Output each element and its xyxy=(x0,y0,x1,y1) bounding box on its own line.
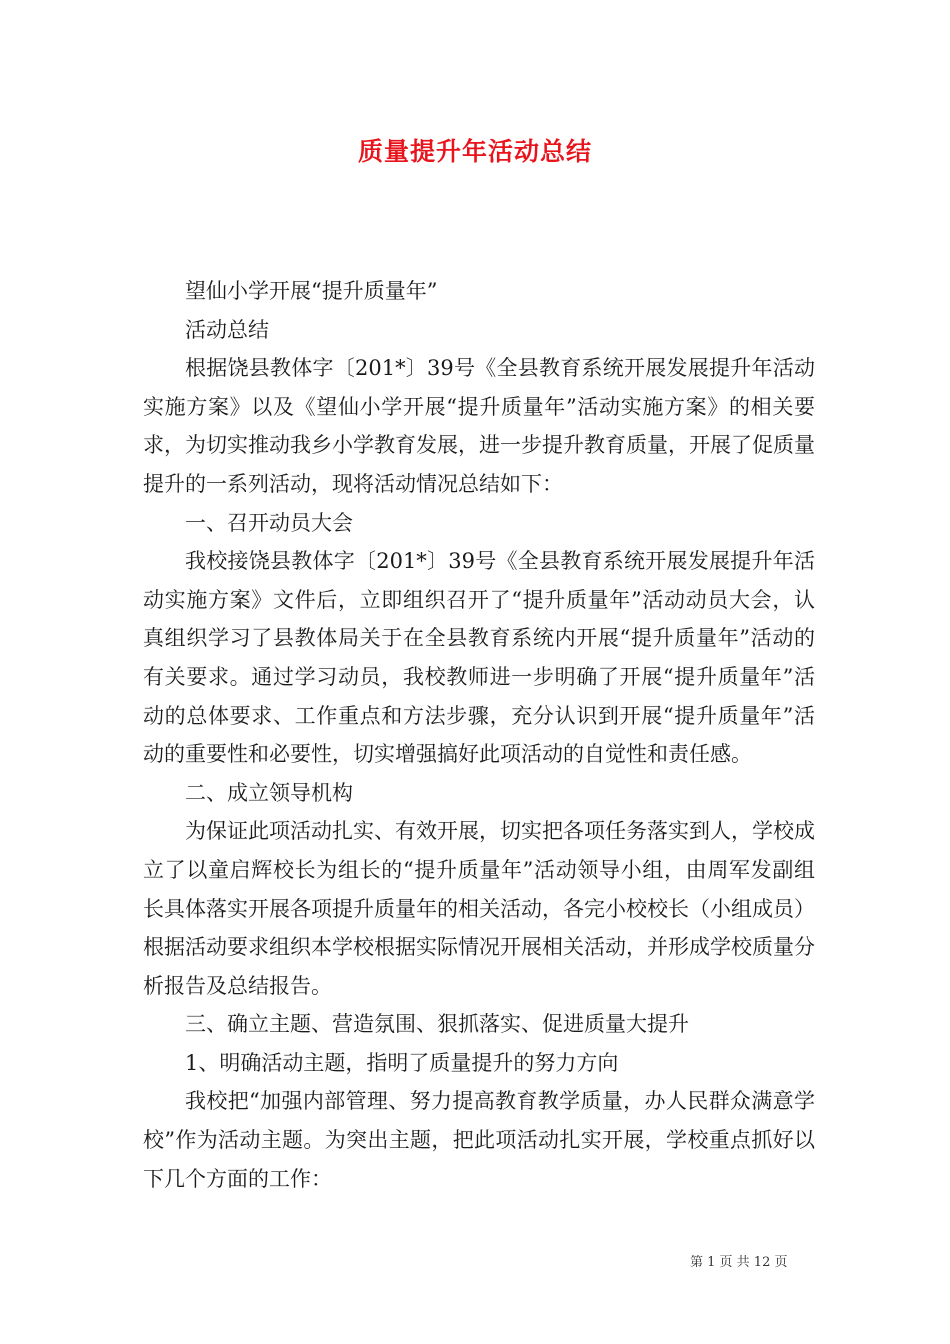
section-heading-3: 三、确立主题、营造氛围、狠抓落实、促进质量大提升 xyxy=(185,1012,689,1037)
page-number: 第 1 页 共 12 页 xyxy=(690,1255,788,1270)
paragraph-intro: 根据饶县教体字〔201*〕39号《全县教育系统开展发展提升年活动实施方案》以及《望仙小学开展“提升质量年”活动实施方案》的相关要求，为切实推动我乡小学教育发展，进一步提升教育质量，开展了促质量提升的一系列活动，现将活动情况总结如下： xyxy=(143,356,815,496)
document-body xyxy=(143,272,815,1198)
paragraph-section-1: 我校接饶县教体字〔201*〕39号《全县教育系统开展发展提升年活动实施方案》文件后，立即组织召开了“提升质量年”活动动员大会，认真组织学习了县教体局关于在全县教育系统内开展“提升质量年”活动的有关要求。通过学习动员，我校教师进一步明确了开展“提升质量年”活动的总体要求、工作重点和方法步骤，充分认识到开展“提升质量年”活动的重要性和必要性，切实增强搞好此项活动的自觉性和责任感。 xyxy=(143,549,815,767)
paragraph-subtitle: 活动总结 xyxy=(185,317,269,342)
section-heading-2: 二、成立领导机构 xyxy=(185,780,353,805)
page-title: 质量提升年活动总结 xyxy=(357,137,592,166)
paragraph-school-title: 望仙小学开展“提升质量年” xyxy=(185,279,438,303)
paragraph-section-3-1: 我校把“加强内部管理、努力提高教育教学质量，办人民群众满意学校”作为活动主题。为突出主题，把此项活动扎实开展，学校重点抓好以下几个方面的工作： xyxy=(143,1089,815,1191)
paragraph-section-2: 为保证此项活动扎实、有效开展，切实把各项任务落实到人，学校成立了以童启辉校长为组长的“提升质量年”活动领导小组，由周军发副组长具体落实开展各项提升质量年的相关活动，各完小校校长（小组成员）根据活动要求组织本学校根据实际情况开展相关活动，并形成学校质量分析报告及总结报告。 xyxy=(143,819,815,998)
section-heading-1: 一、召开动员大会 xyxy=(185,510,353,535)
subsection-heading-3-1: 1、明确活动主题，指明了质量提升的努力方向 xyxy=(185,1050,619,1075)
